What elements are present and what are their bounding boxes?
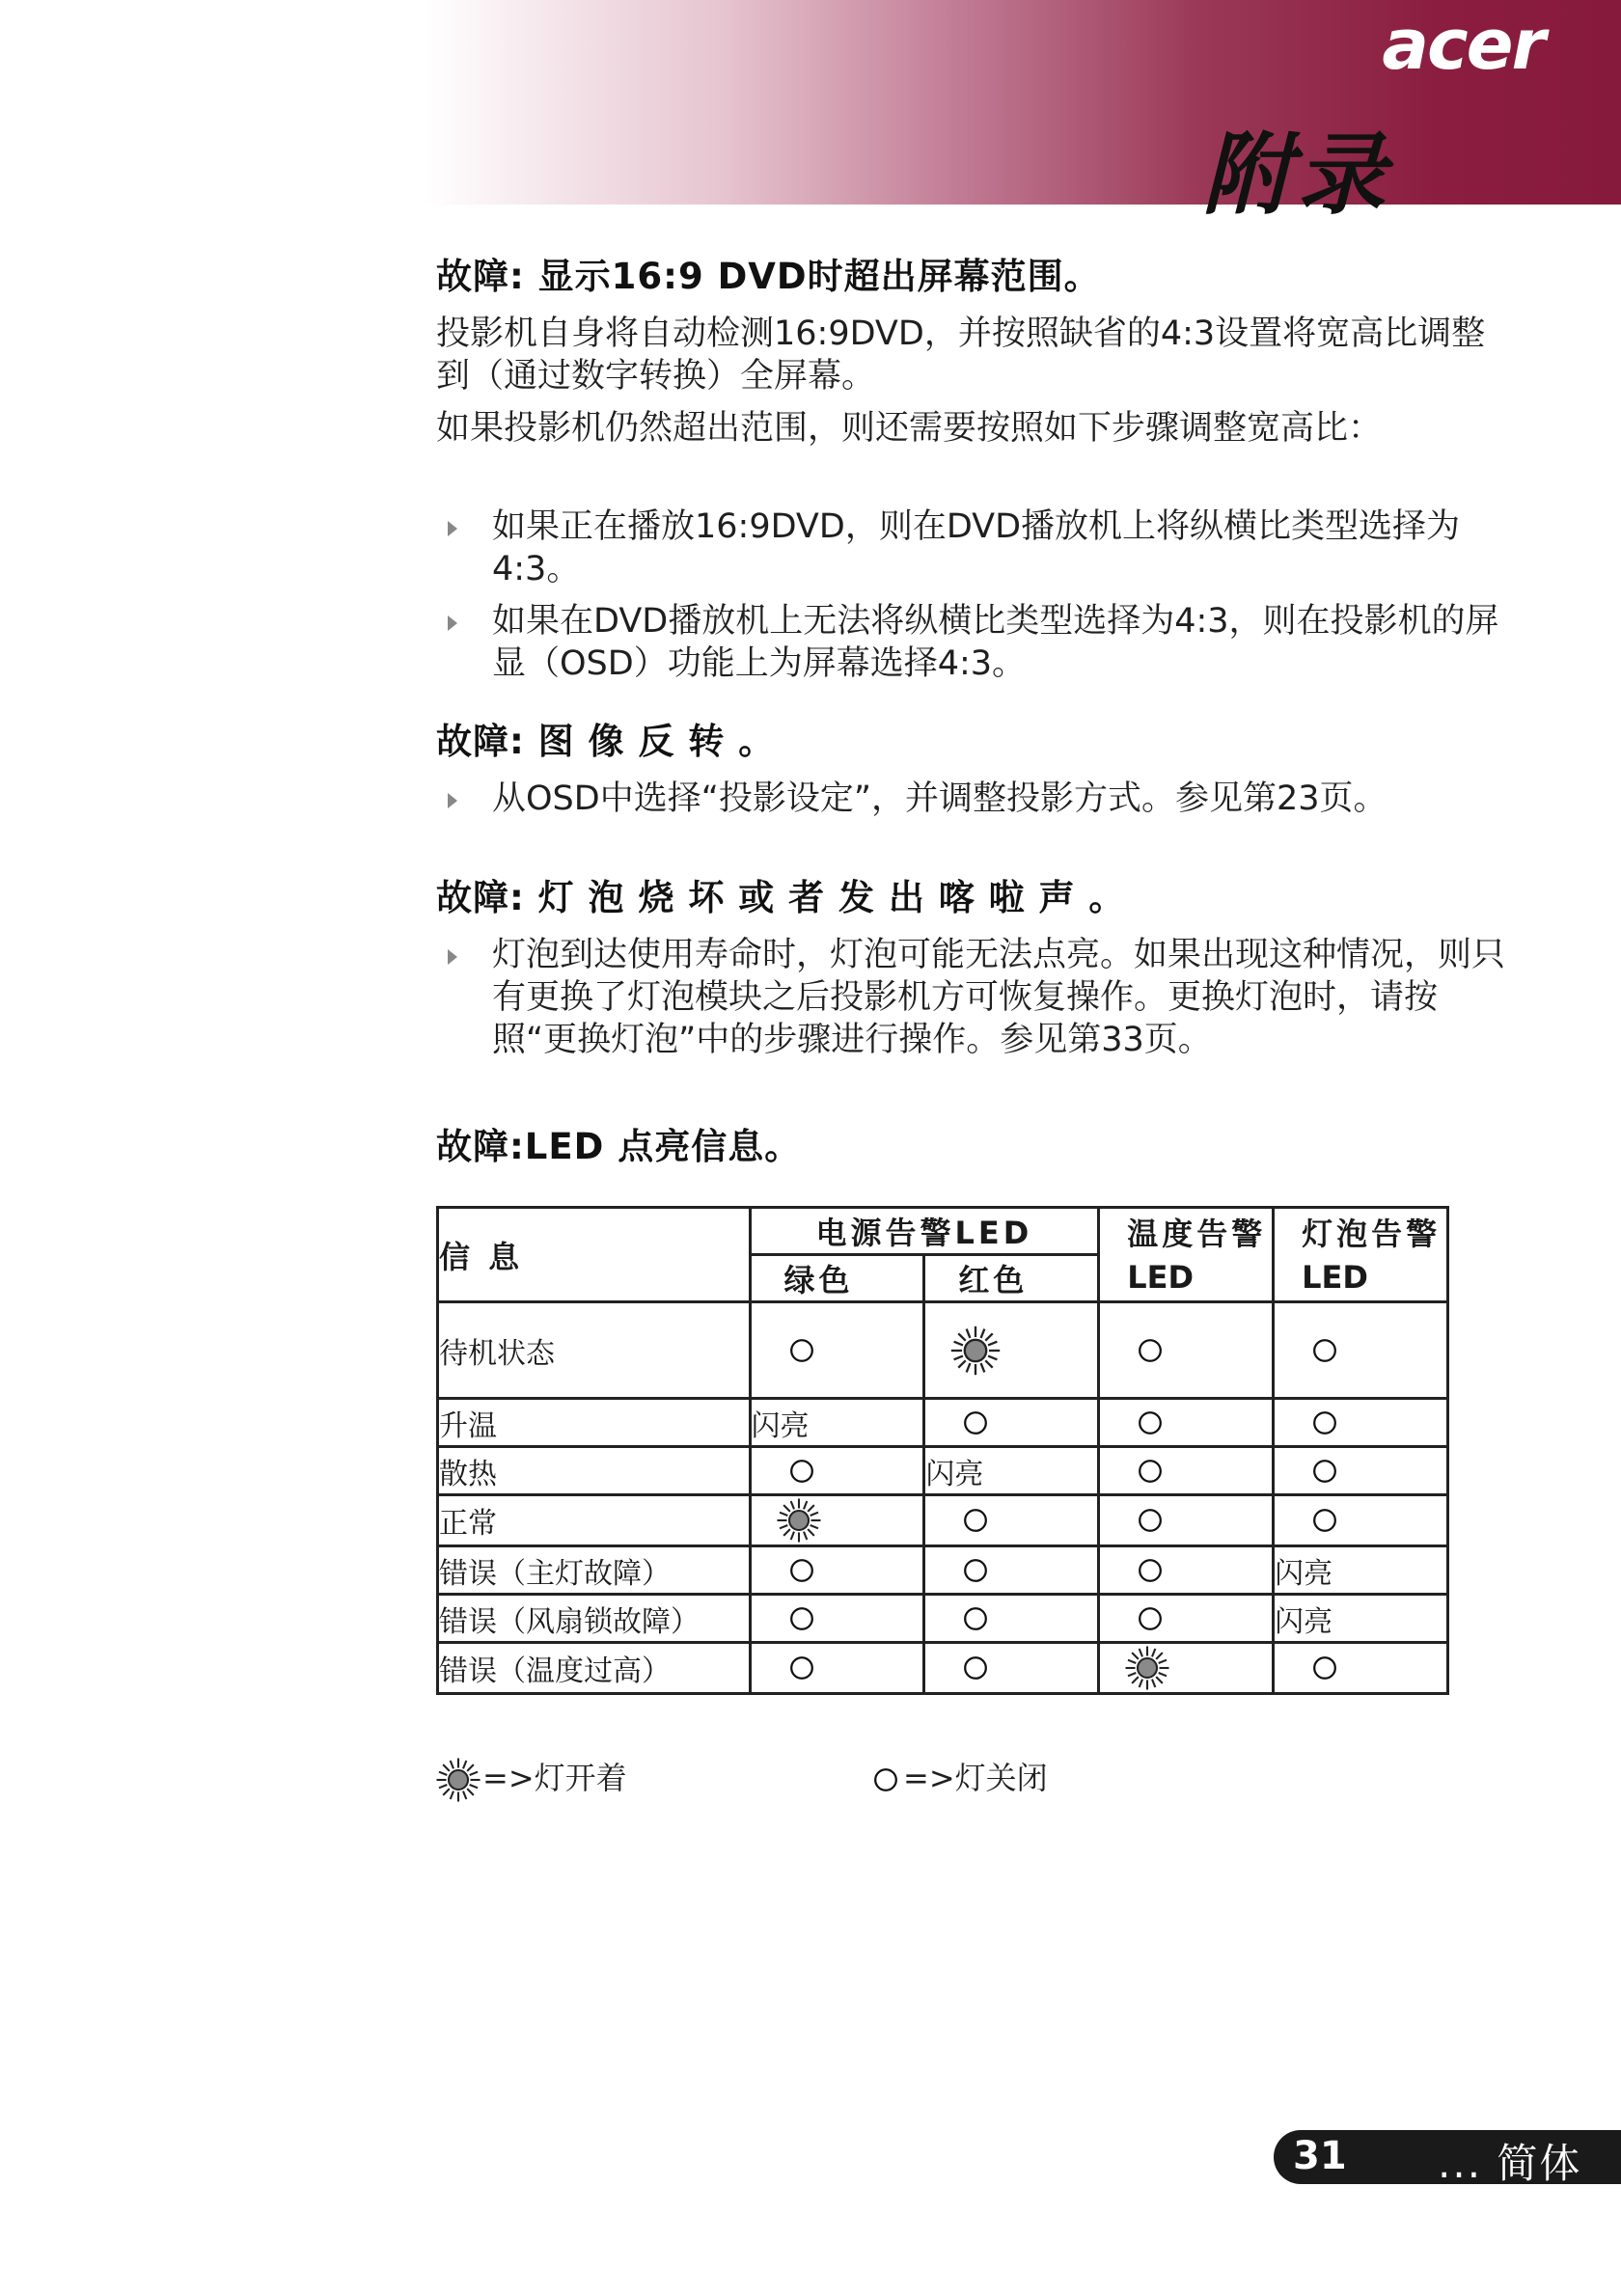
- light-off-icon: [1307, 1406, 1342, 1440]
- table-header-row: [438, 1208, 1448, 1255]
- paragraph-dvd-2: 如果投影机仍然超出范围，则还需要按照如下步骤调整宽高比：: [436, 409, 1383, 448]
- row-label-error-temp: 错误（温度过高）: [438, 1643, 751, 1694]
- light-off-icon: [1133, 1601, 1168, 1636]
- light-on-icon: [1123, 1644, 1171, 1692]
- light-off-icon: [784, 1601, 819, 1636]
- row-label-standby: 待机状态: [438, 1302, 751, 1399]
- light-off-icon: [784, 1333, 819, 1368]
- header-lamp-led: LED: [1274, 1255, 1448, 1302]
- bullet-triangle-icon: [448, 793, 457, 808]
- heading-image-flip: 故障: 图 像 反 转 。: [436, 721, 776, 762]
- row-label-error-fan: 错误（风扇锁故障）: [438, 1595, 751, 1643]
- bullet-image-flip: 从OSD中选择“投影设定”，并调整投影方式。参见第23页。: [436, 778, 1507, 820]
- flash-text: 闪亮: [1274, 1546, 1448, 1595]
- paragraph-dvd-1: 投影机自身将自动检测16:9DVD，并按照缺省的4:3设置将宽高比调整到（通过数字转换）全屏幕。: [436, 314, 1486, 396]
- section-led: [436, 1117, 1507, 1169]
- light-on-icon: [775, 1496, 823, 1544]
- header-message: 信 息: [438, 1208, 751, 1302]
- table-row: [438, 1399, 1448, 1447]
- bullet-triangle-icon: [448, 615, 457, 631]
- row-label-cooling: 散热: [438, 1447, 751, 1495]
- bullet-triangle-icon: [448, 949, 457, 965]
- table-row: [438, 1495, 1448, 1546]
- page-number: 31: [1293, 2134, 1347, 2178]
- light-off-icon: [784, 1553, 819, 1588]
- header-temp-led: LED: [1099, 1255, 1274, 1302]
- section-dvd: [436, 247, 1507, 685]
- light-off-icon: [1307, 1651, 1342, 1685]
- row-label-warmup: 升温: [438, 1399, 751, 1447]
- header-lamp: 灯泡告警: [1274, 1208, 1448, 1255]
- flash-text: 闪亮: [1274, 1595, 1448, 1643]
- light-off-icon: [1133, 1333, 1168, 1368]
- legend-off: =>灯关闭: [868, 1754, 1048, 1798]
- light-off-icon: [784, 1651, 819, 1685]
- section-title: 附录: [1201, 123, 1391, 227]
- light-off-icon: [784, 1454, 819, 1489]
- header-temp: 温度告警: [1099, 1208, 1274, 1255]
- table-row: [438, 1302, 1448, 1399]
- legend-on: =>灯开着: [434, 1754, 627, 1804]
- flash-text: 闪亮: [750, 1399, 924, 1447]
- light-on-icon: [948, 1324, 1003, 1378]
- bullet-lamp: 灯泡到达使用寿命时，灯泡可能无法点亮。如果出现这种情况，则只有更换了灯泡模块之后投影机方可恢复操作。更换灯泡时，请按照“更换灯泡”中的步骤进行操作。参见第33页。: [436, 934, 1507, 1061]
- bullet-triangle-icon: [448, 521, 457, 536]
- light-off-icon: [958, 1601, 993, 1636]
- light-off-icon: [1307, 1503, 1342, 1538]
- table-row: [438, 1595, 1448, 1643]
- led-status-table: [436, 1206, 1449, 1695]
- bullet-dvd-1: 如果正在播放16:9DVD，则在DVD播放机上将纵横比类型选择为4:3。: [436, 506, 1507, 590]
- light-off-icon: [958, 1651, 993, 1685]
- header-green: 绿色: [750, 1255, 924, 1302]
- row-label-error-lamp: 错误（主灯故障）: [438, 1546, 751, 1595]
- light-off-icon: [868, 1763, 903, 1797]
- header-red: 红色: [924, 1255, 1099, 1302]
- table-row: [438, 1546, 1448, 1595]
- section-lamp: [436, 868, 1507, 1061]
- row-label-normal: 正常: [438, 1495, 751, 1546]
- flash-text: 闪亮: [924, 1447, 1099, 1495]
- heading-led: 故障:LED 点亮信息。: [436, 1126, 802, 1167]
- light-off-icon: [958, 1553, 993, 1588]
- light-off-icon: [1307, 1333, 1342, 1368]
- light-off-icon: [958, 1406, 993, 1440]
- light-on-icon: [434, 1756, 482, 1804]
- light-off-icon: [958, 1503, 993, 1538]
- bullet-dvd-2: 如果在DVD播放机上无法将纵横比类型选择为4:3，则在投影机的屏显（OSD）功能上为屏幕选择4:3。: [436, 600, 1507, 685]
- acer-logo: acer: [1382, 4, 1544, 85]
- heading-dvd: 故障: 显示16:9 DVD时超出屏幕范围。: [436, 256, 1101, 297]
- light-off-icon: [1307, 1454, 1342, 1489]
- table-row: [438, 1643, 1448, 1694]
- table-row: [438, 1447, 1448, 1495]
- light-off-icon: [1133, 1503, 1168, 1538]
- light-off-icon: [1133, 1553, 1168, 1588]
- language-label: ... 简体中文: [1438, 2140, 1582, 2245]
- heading-lamp: 故障: 灯 泡 烧 坏 或 者 发 出 喀 啦 声 。: [436, 877, 1126, 918]
- section-image-flip: [436, 712, 1507, 820]
- light-off-icon: [1133, 1406, 1168, 1440]
- header-power-led: 电源告警LED: [750, 1208, 1099, 1255]
- light-off-icon: [1133, 1454, 1168, 1489]
